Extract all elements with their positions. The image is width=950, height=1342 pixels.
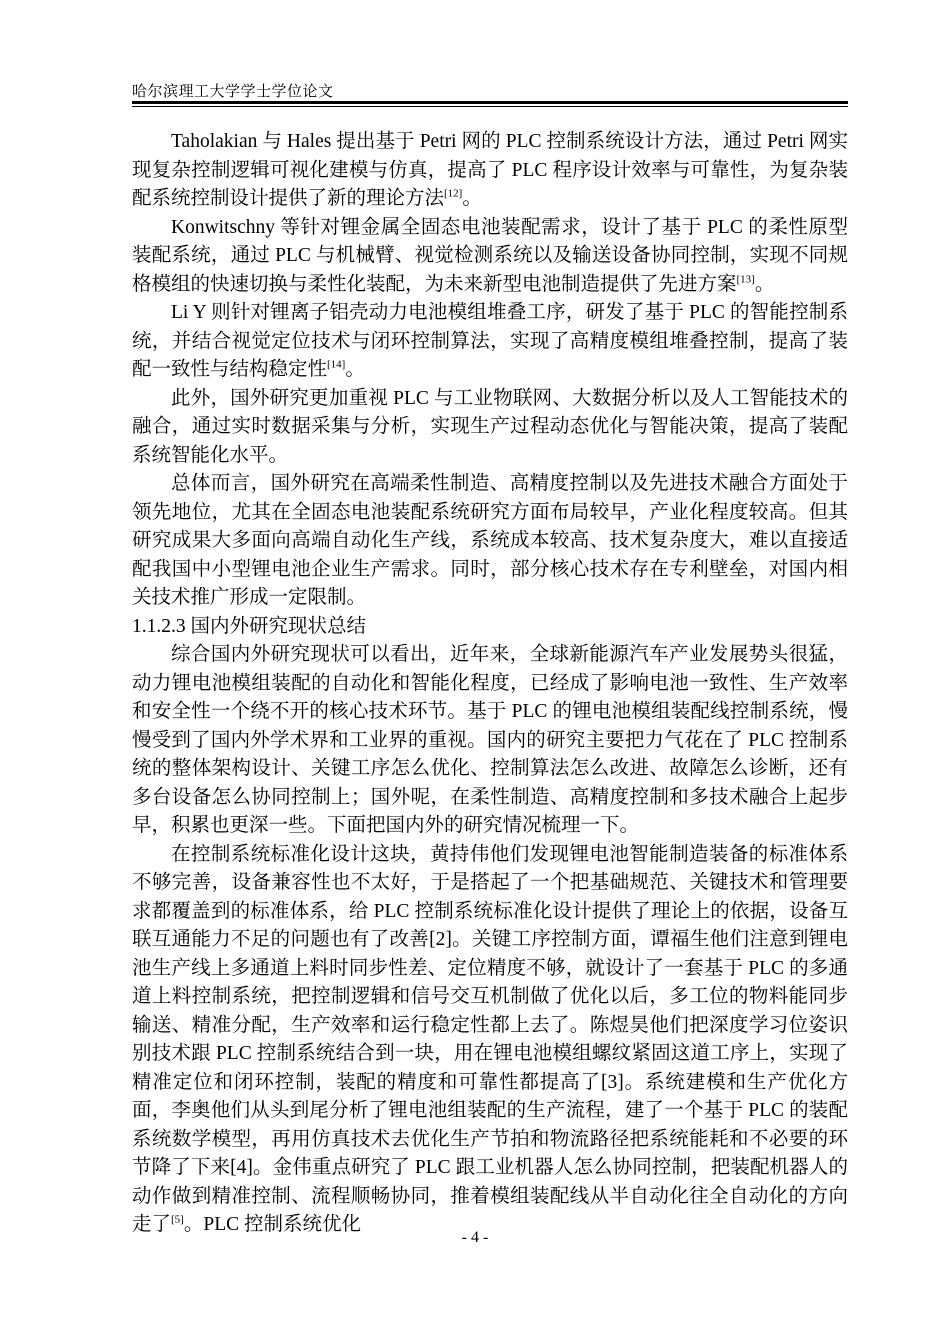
paragraph bbox=[132, 470, 848, 613]
paragraph-text: 综合国内外研究现状可以看出，近年来，全球新能源汽车产业发展势头很猛，动力锂电池模组装配的自动化和智能化程度，已经成了影响电池一致性、生产效率和安全性一个绕不开的核心技术环节。基于 PLC 的锂电池模组装配线控制系统，慢慢受到了国内外学术界和工业界的重视。国内的研究主要把力气花在了 PLC 控制系统的整体架构设计、关键工序怎么优化、控制算法怎么改进、故障怎么诊断，还有多台设备怎么协同控制上；国外呢，在柔性制造、高精度控制和多技术融合上起步早，积累也更深一些。下面把国内外的研究情况梳理一下。 bbox=[132, 644, 848, 836]
header-rule-thick bbox=[132, 101, 848, 104]
paragraph-tail: 。 bbox=[754, 273, 775, 295]
paragraph bbox=[132, 841, 848, 1240]
paragraph bbox=[132, 385, 848, 471]
paragraph-text: Li Y 则针对锂离子铝壳动力电池模组堆叠工序，研发了基于 PLC 的智能控制系统，并结合视觉定位技术与闭环控制算法，实现了高精度模组堆叠控制，提高了装配一致性与结构稳定性 bbox=[132, 302, 848, 380]
paragraph bbox=[132, 128, 848, 214]
citation-ref: [14] bbox=[327, 358, 346, 371]
citation-ref: [5] bbox=[171, 1213, 184, 1226]
paragraph-text: 此外，国外研究更加重视 PLC 与工业物联网、大数据分析以及人工智能技术的融合，通过实时数据采集与分析，实现生产过程动态优化与智能决策，提高了装配系统智能化水平。 bbox=[132, 387, 848, 466]
paragraph-text: Konwitschny 等针对锂金属全固态电池装配需求，设计了基于 PLC 的柔性原型装配系统，通过 PLC 与机械臂、视觉检测系统以及输送设备协同控制，实现不同规格模组的快速切换与柔性化装配，为未来新型电池制造提供了先进方案 bbox=[132, 216, 848, 295]
section-heading: 1.1.2.3 国内外研究现状总结 bbox=[132, 615, 367, 637]
paragraph bbox=[132, 299, 848, 385]
running-header: 哈尔滨理工大学学士学位论文 bbox=[132, 82, 334, 100]
body-text bbox=[132, 128, 848, 1240]
paragraph-text: 在控制系统标准化设计这块，黄持伟他们发现锂电池智能制造装备的标准体系不够完善，设备兼容性也不太好，于是搭起了一个把基础规范、关键技术和管理要求都覆盖到的标准体系，给 PLC 控制系统标准化设计提供了理论上的依据，设备互联互通能力不足的问题也有了改善[2]。关键工序控制方面，谭福生他们注意到锂电池生产线上多通道上料时同步性差、定位精度不够，就设计了一套基于 PLC 的多通道上料控制系统，把控制逻辑和信号交互机制做了优化以后，多工位的物料能同步输送、精准分配，生产效率和运行稳定性都上去了。陈煜昊他们把深度学习位姿识别技术跟 PLC 控制系统结合到一块，用在锂电池模组螺纹紧固这道工序上，实现了精准定位和闭环控制，装配的精度和可靠性都提高了[3]。系统建模和生产优化方面，李奥他们从头到尾分析了锂电池组装配的生产流程，建了一个基于 PLC 的装配系统数学模型，再用仿真技术去优化生产节拍和物流路径把系统能耗和不必要的环节降了下来[4]。金伟重点研究了 PLC 跟工业机器人怎么协同控制，把装配机器人的动作做到精准控制、流程顺畅协同，推着模组装配线从半自动化往全自动化的方向走了 bbox=[132, 843, 848, 1235]
paragraph bbox=[132, 214, 848, 300]
paragraph-text: Taholakian 与 Hales 提出基于 Petri 网的 PLC 控制系统设计方法，通过 Petri 网实现复杂控制逻辑可视化建模与仿真，提高了 PLC 程序设计效率与可靠性，为复杂装配系统控制设计提供了新的理论方法 bbox=[132, 131, 848, 209]
page-number: - 4 - bbox=[461, 1229, 489, 1246]
citation-ref: [12] bbox=[444, 187, 463, 200]
paragraph bbox=[132, 641, 848, 841]
paragraph-tail: 。 bbox=[345, 359, 365, 380]
citation-ref: [13] bbox=[736, 273, 755, 285]
header-rule-thin bbox=[132, 106, 848, 107]
paragraph-tail: 。 bbox=[462, 188, 482, 209]
paragraph-tail: 。PLC 控制系统优化 bbox=[183, 1214, 361, 1235]
paragraph-text: 总体而言，国外研究在高端柔性制造、高精度控制以及先进技术融合方面处于领先地位，尤其在全固态电池装配系统研究方面布局较早，产业化程度较高。但其研究成果大多面向高端自动化生产线，系统成本较高、技术复杂度大，难以直接适配我国中小型锂电池企业生产需求。同时，部分核心技术存在专利壁垒，对国内相关技术推广形成一定限制。 bbox=[132, 473, 848, 608]
